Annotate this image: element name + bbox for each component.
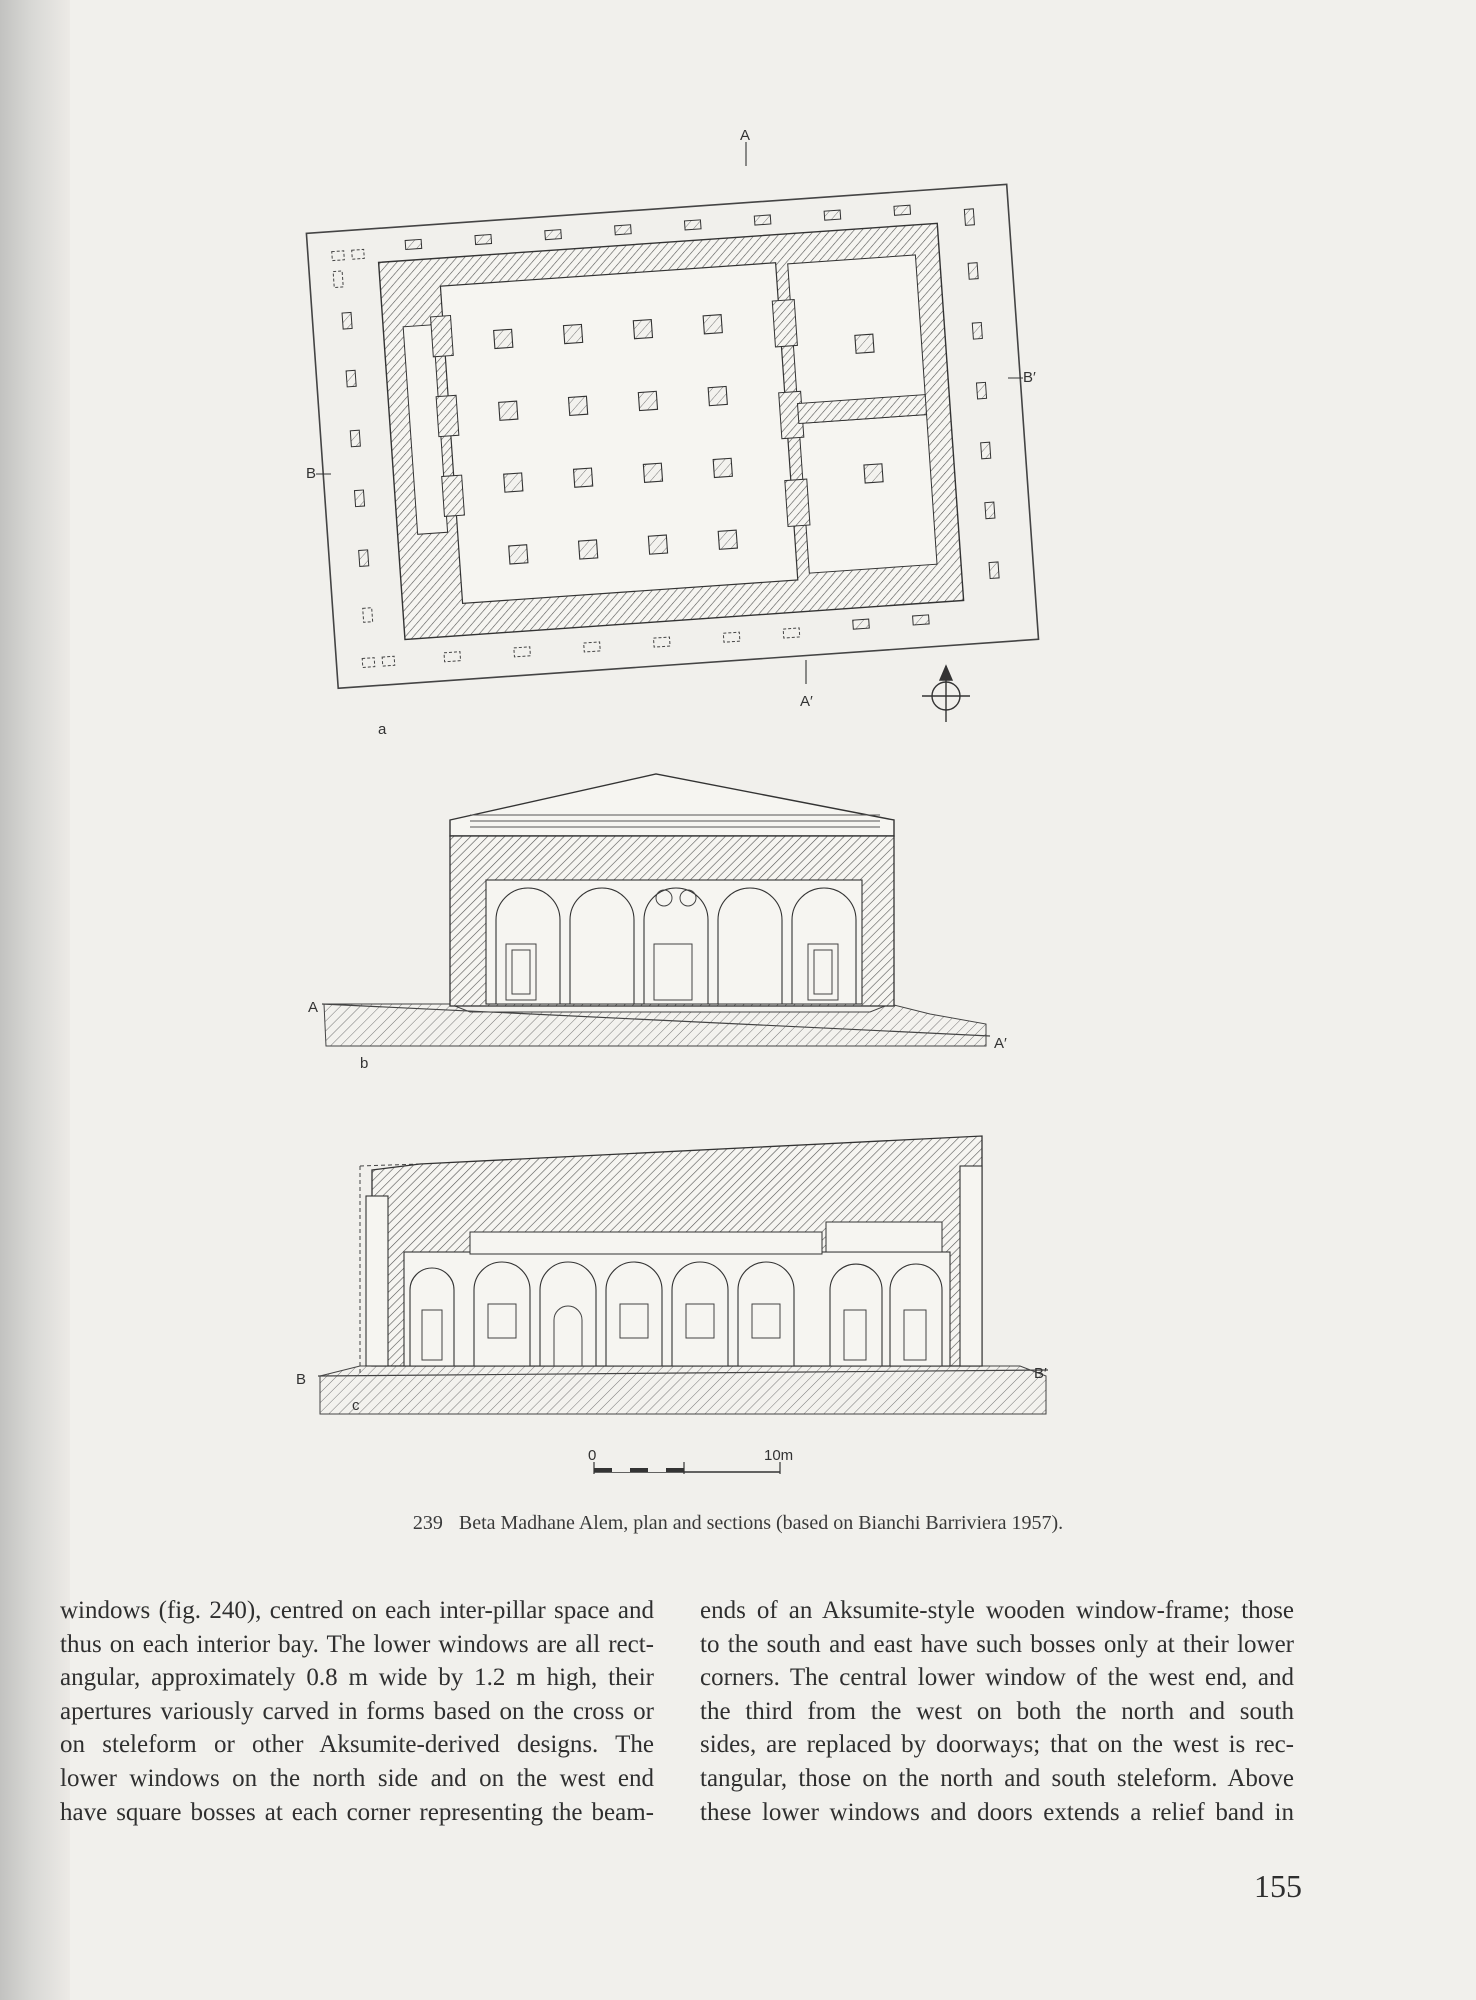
- scale-bar: [588, 1447, 793, 1474]
- north-arrow-icon: [922, 666, 970, 722]
- figure-caption: [0, 1512, 1476, 1535]
- body-line: on steleform or other Aksumite-derived designs. The: [60, 1731, 654, 1759]
- body-line: thus on each interior bay. The lower windows are all rect-: [60, 1630, 654, 1658]
- body-column-left: [60, 1594, 654, 1829]
- body-line: have square bosses at each corner representing the beam-: [60, 1798, 654, 1826]
- section-aa-left-label: A: [308, 999, 319, 1016]
- section-aa-panel-label: b: [360, 1055, 369, 1072]
- body-line: ends of an Aksumite-style wooden window-frame; those: [700, 1597, 1294, 1624]
- body-line: tangular, those on the north and south steleform. Above: [700, 1764, 1294, 1792]
- section-bb-right-label: B′: [1034, 1365, 1047, 1382]
- section-bb-left-label: B: [296, 1371, 307, 1388]
- section-aa-arches: [496, 888, 856, 1004]
- body-line: windows (fig. 240), centred on each inter-pillar space and: [60, 1597, 654, 1624]
- body-column-right: [700, 1594, 1294, 1829]
- plan-axis-a-bottom: A′: [800, 693, 813, 710]
- section-aa-drawing: [308, 774, 1007, 1072]
- body-line: sides, are replaced by doorways; that on the west is rec-: [700, 1731, 1294, 1759]
- scale-zero-label: 0: [588, 1447, 597, 1464]
- caption-text: Beta Madhane Alem, plan and sections (based on Bianchi Barriviera 1957).: [458, 1512, 1064, 1534]
- body-line: the third from the west on both the north and south: [700, 1697, 1294, 1725]
- section-aa-right-label: A′: [994, 1035, 1007, 1052]
- plan-axis-b-right: —B′: [1008, 369, 1036, 386]
- scale-end-label: 10m: [764, 1447, 794, 1464]
- page-number: 155: [1254, 1868, 1302, 1904]
- plan-axis-a-top: A: [740, 127, 751, 144]
- body-line: lower windows on the north side and on the west end: [60, 1764, 654, 1792]
- plan-drawing: [306, 127, 1039, 738]
- body-line: these lower windows and doors extends a relief band in: [700, 1798, 1294, 1826]
- plan-panel-label: a: [378, 721, 387, 738]
- figure-number: 239: [412, 1512, 443, 1534]
- section-bb-arches: [410, 1262, 942, 1366]
- plan-axis-b-left: B—: [306, 465, 332, 482]
- body-line: apertures variously carved in forms based on the cross or: [60, 1697, 654, 1725]
- body-line: corners. The central lower window of the west end, and: [700, 1664, 1294, 1692]
- body-line: angular, approximately 0.8 m wide by 1.2 m high, their: [60, 1664, 654, 1692]
- section-bb-drawing: [296, 1136, 1048, 1414]
- section-bb-panel-label: c: [352, 1397, 360, 1414]
- body-line: to the south and east have such bosses only at their lower: [700, 1630, 1294, 1658]
